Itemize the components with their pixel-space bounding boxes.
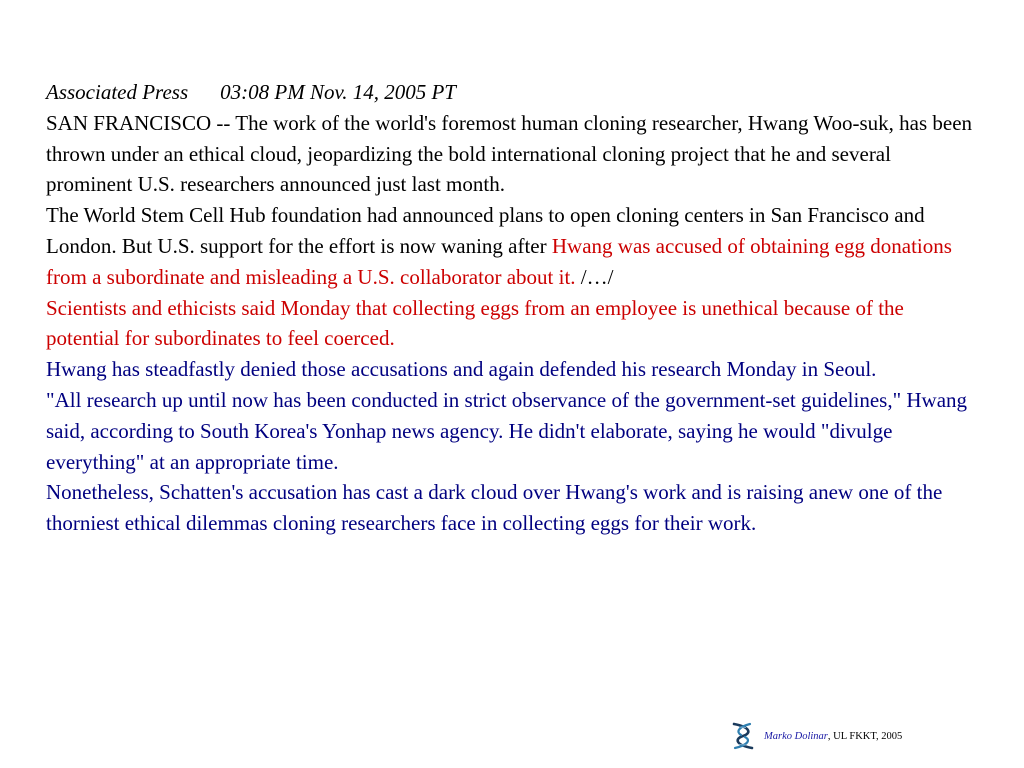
paragraph-hwang-denial: Hwang has steadfastly denied those accusations and again defended his research Monday in Seoul. xyxy=(46,357,877,382)
byline-datetime: 03:08 PM Nov. 14, 2005 PT xyxy=(220,80,456,104)
byline-source: Associated Press xyxy=(46,80,189,104)
ellipsis-marker: /…/ xyxy=(575,264,614,289)
paragraph-hwang-quote: "All research up until now has been conducted in strict observance of the government-set guidelines," Hwang said, according to South Korea's Yonhap news agency. He didn't elaborate, saying he would "divulge everything" at an appropriate time. xyxy=(46,387,968,474)
article-body xyxy=(46,77,981,539)
paragraph-stem-cell-hub-text: The World Stem Cell Hub foundation had announced plans to open cloning centers in San Francisco and London. But U.S. support for the effort is now waning after xyxy=(46,203,925,258)
footer-author: Marko Dolinar xyxy=(764,730,828,742)
footer-affiliation: , UL FKKT, 2005 xyxy=(827,730,903,742)
paragraph-intro: SAN FRANCISCO -- The work of the world's foremost human cloning researcher, Hwang Woo-suk, has been thrown under an ethical cloud, jeopardizing the bold international cloning project that he and several prominent U.S. researchers announced just last month. xyxy=(46,110,973,197)
paragraph-ethicists: Scientists and ethicists said Monday that collecting eggs from an employee is unethical because of the potential for subordinates to feel coerced. xyxy=(46,295,904,351)
byline xyxy=(46,77,981,108)
paragraph-stem-cell-hub xyxy=(46,200,981,292)
highlighted-accusation: Hwang was accused of obtaining egg donations from a subordinate and misleading a U.S. collaborator about it. xyxy=(46,233,952,289)
dna-helix-icon xyxy=(730,721,756,751)
paragraph-dark-cloud: Nonetheless, Schatten's accusation has cast a dark cloud over Hwang's work and is raising anew one of the thorniest ethical dilemmas cloning researchers face in collecting eggs for their work. xyxy=(46,480,943,536)
slide-footer xyxy=(730,721,902,751)
